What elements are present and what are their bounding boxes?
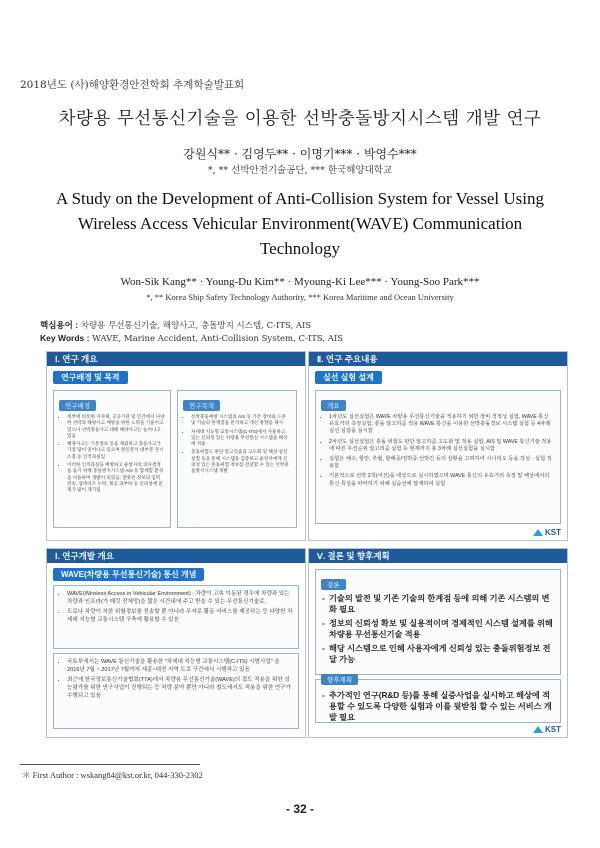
list-item: - 추가적인 연구(R&D 등)를 통해 실증사업을 실시하고 해상에 적용할 수 있도록 다양한 실험과 이를 뒷받침 할 수 있는 서비스 개발 필요 bbox=[329, 690, 555, 723]
purpose-panel bbox=[177, 390, 297, 528]
list-item: • 2차년도 실선실험은 충돌 위험도 판단 알고리즘 고도화 및 적용 실험, AIS 및 WAVE 통신기술 적용에 따른 우선순위 알고리즘 실험 등 현재까지 총 3차례 실선실험을 실시함 bbox=[329, 439, 555, 453]
kst-logo-icon bbox=[533, 529, 543, 536]
slide-title-bar bbox=[309, 549, 567, 563]
keywords-english bbox=[40, 333, 343, 344]
kst-logo: KST bbox=[533, 528, 561, 537]
list-item: - 해당 시스템으로 인해 사용자에게 신뢰성 있는 충돌위험정보 전달 가능 bbox=[329, 643, 555, 665]
english-affiliations: *, ** Korea Ship Safety Technology Authority, *** Korea Maritime and Ocean University bbox=[146, 292, 454, 302]
kst-logo-icon bbox=[533, 726, 543, 733]
slide-title: Ⅴ. 결론 및 향후계획 bbox=[317, 551, 390, 561]
list-item: • 1차년도 실선실험은 WAVE 차량용 무선통신기술을 적용하기 위한 장비 적정성 실험, WAVE 통신 유효거리 측정실험, 충돌 알고리즘 적용 WAVE 통신을 이용한 선박충돌경보 시스템 실험 등 4차례 실선 실험을 실시함 bbox=[329, 414, 555, 436]
panel-label: 개요 bbox=[321, 400, 346, 411]
overview-panel bbox=[315, 390, 561, 524]
keywords-english-label: Key Words : bbox=[40, 333, 90, 343]
footnote: ＊ First Author : wskang84@kst.or.kr, 044-330-2302 bbox=[22, 770, 203, 780]
wave-application-panel bbox=[53, 653, 299, 729]
page-number: - 32 - bbox=[285, 802, 314, 816]
keywords-english-text: WAVE, Marine Accident, Anti-Collision System, C-ITS, AIS bbox=[92, 334, 344, 344]
slide-title: Ⅰ. 연구개발 개요 bbox=[55, 551, 114, 561]
background-panel bbox=[53, 390, 171, 528]
list-item: • 차세대 지능형 교통시스템(C-ITS)에서 사용하고 있는 신뢰성 있는 차량용 무선통신 시스템을 해상에 적용 bbox=[191, 429, 291, 448]
footnote-divider bbox=[20, 764, 200, 765]
slide-subtitle: 연구배경 및 목적 bbox=[53, 371, 128, 384]
english-title: A Study on the Development of Anti-Collision System for Vessel Using Wireless Access Vehicular Environment(WAVE) Communication Technology bbox=[56, 189, 544, 258]
list-item: • 실험은 해수, 항만, 추월, 항해중/정박중 선박간 등의 상황을 고려하여 시나리오 등을 작성 · 실험 적용함 bbox=[329, 456, 555, 470]
panel-label: 연구목적 bbox=[183, 400, 220, 411]
keywords-korean-text: 차량용 무선통신기술, 해양사고, 충돌방지 시스템, C-ITS, AIS bbox=[80, 321, 312, 331]
slide-title-bar bbox=[47, 352, 305, 366]
slide-title: Ⅱ. 연구 주요내용 bbox=[317, 354, 378, 364]
future-plan-panel bbox=[315, 679, 561, 723]
list-item: • WAVE(Wireless Access in Vehicular Environment) : 차량이 고속 이동된 경우에 차량과 있는 차량과 인프라(가 패킷 전체망)을 짧은 시간내에 주고 받을 수 있는 무선통신기술로, bbox=[67, 590, 293, 606]
slide-research-overview bbox=[46, 351, 306, 541]
slide-conclusion bbox=[308, 548, 568, 738]
korean-authors: 강원식** · 김영두** · 이명기*** · 박영수*** bbox=[183, 147, 417, 161]
slide-subtitle: WAVE(차량용 무선통신기술) 통신 개념 bbox=[53, 568, 204, 581]
list-item: • 기본적으로 선박 2척(어선)을 대상으로 실시하였으며 WAVE 통신의 유효거리 측정 및 해상에서의 통신 특성을 파악하기 위해 실습선에 탑재하여 실험 bbox=[329, 473, 555, 487]
conclusion-panel bbox=[315, 569, 561, 675]
list-item: • 해양사고는 기본정보 등을 제외하고 충돌사고가 가장 많이 일어나고 있으며 원인분석 대부분 견시소홀 등 인적과실임 bbox=[67, 441, 165, 460]
list-item: - 정보의 신뢰성 확보 및 실용적이며 경제적인 시스템 설계를 위해 차량용 무선통신기술 적용 bbox=[329, 618, 555, 640]
slide-title-bar bbox=[309, 352, 567, 366]
wave-definition-panel bbox=[53, 585, 299, 649]
keywords-korean bbox=[40, 319, 311, 331]
list-item: • 국토부에서는 WAVE 통신기술을 활용한 "차세대 지능형 교통시스템(C-ITS) 시범사업" 을 2016년 7월 ~ 2017년 7월까지 세종~대전 지역 도로 구간에서 시행하고 있음 bbox=[67, 658, 293, 674]
list-item: • 정부에 비롯한 지자체, 공공기관 및 민간에서 다양한 선박과 해양사고 예방을 위한 노력을 기울이고 있으나 선박충돌사고 대해 해양사고는 늘어나고 있음 bbox=[67, 414, 165, 439]
list-item: • 이러한 인적과실을 예방하고 운항자의 의사결정을 돕기 위해 충돌방지시스템 AIS 등 함께할 환경을 이용하여 개발이 되었음. 잘못된 정보의 입력 전송, 업데이트 누락, 제공 과부하 등 신뢰성에 문제가 많이 제기됨 bbox=[67, 462, 165, 493]
slide-title-bar bbox=[47, 549, 305, 563]
panel-label: 결론 bbox=[321, 579, 346, 590]
list-item: • 최근에 한국정보통신기술협회(TTA)에서 차량용 무선통신기술(WAVE)의 접도 적용을 위한 성능평가를 위한 연구사업이 진행되는 등 차량 분야 뿐만 아니라 철도에서도 적용을 위한 연구가 수행되고 있음 bbox=[67, 676, 293, 700]
list-item: - 기술의 발전 및 기존 기술의 한계점 등에 의해 기존 시스템의 변화 필요 bbox=[329, 593, 555, 615]
slide-title: Ⅰ. 연구 개요 bbox=[55, 354, 98, 364]
korean-affiliations: *, ** 선박안전기술공단, *** 한국해양대학교 bbox=[207, 165, 393, 176]
list-item: • 선박충돌예방 시스템의 AIS 등 기존 장비와 드론 및 기술의 한계점을 분석하고 개선 방향을 제시 bbox=[191, 414, 291, 427]
panel-label: 연구배경 bbox=[59, 400, 96, 411]
slide-subtitle: 실선 실험 설계 bbox=[315, 371, 382, 384]
keywords-korean-label: 핵심용어 : bbox=[40, 320, 79, 330]
panel-label: 향후계획 bbox=[321, 674, 358, 685]
slide-wave-concept bbox=[46, 548, 306, 738]
english-authors: Won-Sik Kang** · Young-Du Kim** · Myoung-Ki Lee*** · Young-Soo Park*** bbox=[120, 276, 480, 288]
list-item: • 도로나 차량이 처한 위험정보를 전송할 뿐 아니라 무자로 활동 서비스를 제공하는 등 다양한 차세대 지능형 교통시스템 구축에 활용할 수 있음 bbox=[67, 608, 293, 624]
slide-main-content bbox=[308, 351, 568, 541]
conference-header: 2018년도 (사)해양환경안전학회 추계학술발표회 bbox=[20, 79, 245, 91]
kst-logo: KST bbox=[533, 725, 561, 734]
list-item: • 충돌위험도 판단 알고리즘과 고도화 및 해상 실선실험 등을 통해 시스템을 검증하고 운항자에게 신뢰성 있는 충돌위험 정보를 전달할 수 있는 선박충돌방지시스템 개발 bbox=[191, 449, 291, 474]
korean-title: 차량용 무선통신기술을 이용한 선박충돌방지시스템 개발 연구 bbox=[58, 109, 542, 129]
